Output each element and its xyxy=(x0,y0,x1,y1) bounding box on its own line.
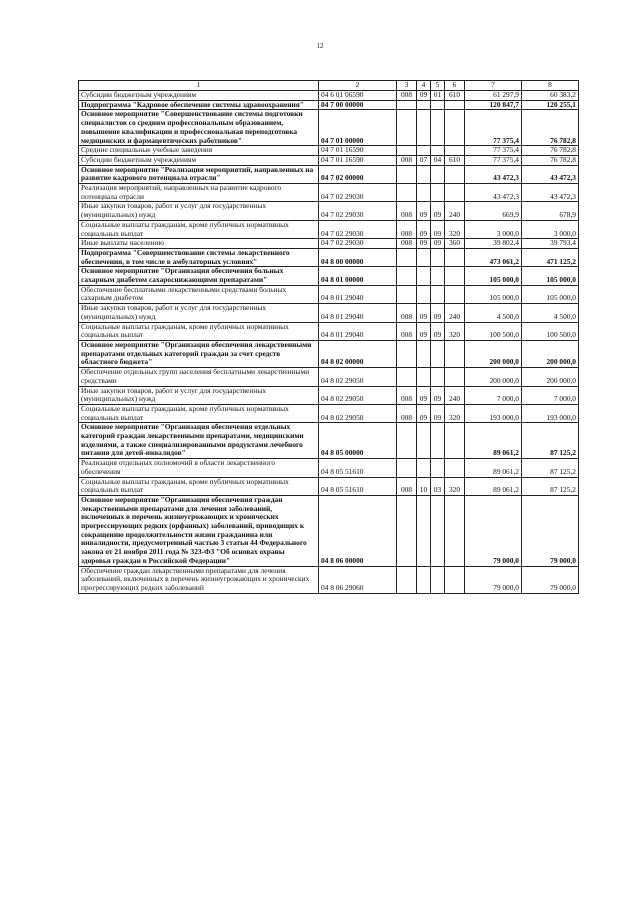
table-row xyxy=(79,386,579,404)
row-subsection xyxy=(431,368,445,386)
row-ministry xyxy=(397,100,417,110)
row-subsection xyxy=(431,165,445,183)
row-code: 04 8 01 29040 xyxy=(319,304,397,322)
row-amount-year-1: 61 297,9 xyxy=(465,91,522,101)
row-expense-type xyxy=(445,423,465,459)
row-amount-year-2: 79 000,0 xyxy=(522,566,579,593)
row-expense-type xyxy=(445,285,465,303)
column-header: 2 xyxy=(319,81,397,91)
column-header: 3 xyxy=(397,81,417,91)
header-row xyxy=(79,81,579,91)
row-subsection xyxy=(431,100,445,110)
row-ministry: 008 xyxy=(397,220,417,238)
row-name: Социальные выплаты гражданам, кроме публичных нормативных социальных выплат xyxy=(79,477,319,495)
row-amount-year-1: 200 000,0 xyxy=(465,368,522,386)
row-expense-type: 610 xyxy=(445,91,465,101)
row-section: 09 xyxy=(417,220,431,238)
table-body xyxy=(79,91,579,594)
row-ministry xyxy=(397,110,417,146)
row-amount-year-2: 100 500,0 xyxy=(522,322,579,340)
table-row xyxy=(79,91,579,101)
row-expense-type xyxy=(445,100,465,110)
table-row xyxy=(79,566,579,593)
table-row xyxy=(79,155,579,165)
row-name: Иные выплаты населению xyxy=(79,239,319,249)
row-amount-year-2: 120 255,1 xyxy=(522,100,579,110)
row-name: Обеспечение отдельных групп населения бесплатными лекарственными средствами xyxy=(79,368,319,386)
table-row xyxy=(79,184,579,202)
row-expense-type: 320 xyxy=(445,404,465,422)
table-row xyxy=(79,423,579,459)
row-code: 04 8 02 29050 xyxy=(319,368,397,386)
row-amount-year-2: 76 782,8 xyxy=(522,110,579,146)
row-expense-type: 320 xyxy=(445,477,465,495)
row-name: Подпрограмма "Кадровое обеспечение системы здравоохранения" xyxy=(79,100,319,110)
row-name: Обеспечение бесплатными лекарственными средствами больных сахарным диабетом xyxy=(79,285,319,303)
table-row xyxy=(79,304,579,322)
row-ministry xyxy=(397,165,417,183)
row-ministry xyxy=(397,248,417,266)
row-ministry: 008 xyxy=(397,202,417,220)
row-expense-type xyxy=(445,495,465,566)
row-subsection: 09 xyxy=(431,386,445,404)
row-section xyxy=(417,285,431,303)
row-ministry xyxy=(397,267,417,285)
row-amount-year-1: 43 472,3 xyxy=(465,165,522,183)
row-name: Субсидии бюджетным учреждениям xyxy=(79,91,319,101)
row-section: 07 xyxy=(417,155,431,165)
row-code: 04 7 02 29030 xyxy=(319,239,397,249)
row-amount-year-1: 7 000,0 xyxy=(465,386,522,404)
row-section xyxy=(417,267,431,285)
row-name: Основное мероприятие "Организация обеспечения граждан лекарственными препаратами для лечения заболеваний, включенных в перечень жизнеугрожающих и хронических прогрессирующих редких (орфанных) заболеваний, приводящих к сокращению продолжительности жизни гражданина или инвалидности, предусмотренный частью 3 статьи 44 Федерального закона от 21 ноября 2011 года № 323-ФЗ "Об основах охраны здоровья граждан в Российской Федерации" xyxy=(79,495,319,566)
row-subsection xyxy=(431,495,445,566)
row-code: 04 8 05 51610 xyxy=(319,477,397,495)
row-section xyxy=(417,423,431,459)
row-ministry xyxy=(397,423,417,459)
row-section: 09 xyxy=(417,239,431,249)
row-name: Иные закупки товаров, работ и услуг для государственных (муниципальных) нужд xyxy=(79,304,319,322)
row-expense-type: 320 xyxy=(445,322,465,340)
row-ministry xyxy=(397,566,417,593)
table-row xyxy=(79,322,579,340)
row-ministry: 008 xyxy=(397,386,417,404)
row-expense-type xyxy=(445,459,465,477)
column-header: 4 xyxy=(417,81,431,91)
row-code: 04 8 06 00000 xyxy=(319,495,397,566)
row-amount-year-1: 77 375,4 xyxy=(465,155,522,165)
row-ministry xyxy=(397,184,417,202)
row-expense-type xyxy=(445,184,465,202)
row-amount-year-2: 43 472,3 xyxy=(522,165,579,183)
row-section xyxy=(417,340,431,367)
row-amount-year-2: 471 125,2 xyxy=(522,248,579,266)
row-code: 04 8 02 00000 xyxy=(319,340,397,367)
row-expense-type xyxy=(445,165,465,183)
row-subsection xyxy=(431,459,445,477)
row-amount-year-2: 105 000,0 xyxy=(522,267,579,285)
row-subsection xyxy=(431,184,445,202)
row-amount-year-2: 7 000,0 xyxy=(522,386,579,404)
table-row xyxy=(79,239,579,249)
row-section: 10 xyxy=(417,477,431,495)
row-code: 04 8 01 29040 xyxy=(319,322,397,340)
row-code: 04 8 00 00000 xyxy=(319,248,397,266)
table-row xyxy=(79,459,579,477)
row-expense-type xyxy=(445,267,465,285)
table-row xyxy=(79,202,579,220)
row-ministry: 008 xyxy=(397,304,417,322)
column-header: 8 xyxy=(522,81,579,91)
row-code: 04 7 02 29030 xyxy=(319,220,397,238)
row-name: Реализация отдельных полномочий в области лекарственного обеспечения xyxy=(79,459,319,477)
row-section: 09 xyxy=(417,404,431,422)
row-expense-type: 360 xyxy=(445,239,465,249)
row-name: Основное мероприятие "Реализация мероприятий, направленных на развитие кадрового потенциала отрасли" xyxy=(79,165,319,183)
row-name: Обеспечение граждан лекарственными препаратами для лечения заболеваний, включенных в перечень жизнеугрожающих и хронических прогрессирующих редких заболеваний xyxy=(79,566,319,593)
row-amount-year-1: 43 472,3 xyxy=(465,184,522,202)
row-code: 04 7 01 16590 xyxy=(319,155,397,165)
table-row xyxy=(79,100,579,110)
row-section: 09 xyxy=(417,202,431,220)
row-ministry xyxy=(397,146,417,156)
row-amount-year-2: 3 000,0 xyxy=(522,220,579,238)
row-amount-year-2: 60 383,2 xyxy=(522,91,579,101)
row-section xyxy=(417,146,431,156)
page-number: 12 xyxy=(316,42,324,50)
row-section xyxy=(417,368,431,386)
row-name: Иные закупки товаров, работ и услуг для государственных (муниципальных) нужд xyxy=(79,202,319,220)
table-row xyxy=(79,404,579,422)
row-subsection: 09 xyxy=(431,304,445,322)
row-amount-year-2: 200 000,0 xyxy=(522,368,579,386)
row-code: 04 7 01 00000 xyxy=(319,110,397,146)
row-amount-year-1: 77 375,4 xyxy=(465,146,522,156)
row-ministry: 008 xyxy=(397,477,417,495)
table-row xyxy=(79,285,579,303)
row-amount-year-1: 89 061,2 xyxy=(465,477,522,495)
table-row xyxy=(79,267,579,285)
row-section xyxy=(417,248,431,266)
row-amount-year-2: 105 000,0 xyxy=(522,285,579,303)
row-code: 04 8 02 29050 xyxy=(319,404,397,422)
row-name: Основное мероприятие "Организация обеспечения больных сахарным диабетом сахароснижающими препаратами" xyxy=(79,267,319,285)
table-row xyxy=(79,146,579,156)
row-expense-type xyxy=(445,340,465,367)
row-code: 04 7 02 29030 xyxy=(319,184,397,202)
row-name: Социальные выплаты гражданам, кроме публичных нормативных социальных выплат xyxy=(79,220,319,238)
row-expense-type xyxy=(445,368,465,386)
row-ministry: 008 xyxy=(397,404,417,422)
row-amount-year-1: 105 000,0 xyxy=(465,285,522,303)
row-subsection xyxy=(431,267,445,285)
row-expense-type: 240 xyxy=(445,386,465,404)
row-expense-type: 320 xyxy=(445,220,465,238)
row-amount-year-1: 39 802,4 xyxy=(465,239,522,249)
row-section xyxy=(417,566,431,593)
row-subsection: 09 xyxy=(431,322,445,340)
row-expense-type xyxy=(445,146,465,156)
row-code: 04 8 01 00000 xyxy=(319,267,397,285)
row-section xyxy=(417,165,431,183)
row-code: 04 8 05 00000 xyxy=(319,423,397,459)
row-amount-year-1: 3 000,0 xyxy=(465,220,522,238)
row-name: Средние специальные учебные заведения xyxy=(79,146,319,156)
row-ministry: 008 xyxy=(397,322,417,340)
row-name: Основное мероприятие "Совершенствование системы подготовки специалистов со средним профессиональным образованием, повышение квалификации и профессиональная переподготовка медицинских и фармацевтических работников" xyxy=(79,110,319,146)
row-code: 04 7 02 00000 xyxy=(319,165,397,183)
row-amount-year-2: 87 125,2 xyxy=(522,459,579,477)
row-section xyxy=(417,100,431,110)
row-amount-year-1: 79 000,0 xyxy=(465,495,522,566)
row-code: 04 7 01 16590 xyxy=(319,146,397,156)
row-amount-year-2: 678,9 xyxy=(522,202,579,220)
row-subsection: 09 xyxy=(431,220,445,238)
column-header: 1 xyxy=(79,81,319,91)
table-row xyxy=(79,110,579,146)
column-header: 5 xyxy=(431,81,445,91)
row-expense-type xyxy=(445,566,465,593)
table-row xyxy=(79,165,579,183)
row-section xyxy=(417,495,431,566)
row-amount-year-1: 100 500,0 xyxy=(465,322,522,340)
table-row xyxy=(79,368,579,386)
row-subsection xyxy=(431,340,445,367)
row-amount-year-1: 200 000,0 xyxy=(465,340,522,367)
row-code: 04 7 00 00000 xyxy=(319,100,397,110)
row-code: 04 8 01 29040 xyxy=(319,285,397,303)
row-name: Субсидии бюджетным учреждениям xyxy=(79,155,319,165)
row-amount-year-1: 4 500,0 xyxy=(465,304,522,322)
row-amount-year-1: 77 375,4 xyxy=(465,110,522,146)
row-ministry xyxy=(397,285,417,303)
row-expense-type xyxy=(445,248,465,266)
row-amount-year-1: 120 847,7 xyxy=(465,100,522,110)
row-section xyxy=(417,110,431,146)
row-ministry xyxy=(397,368,417,386)
row-subsection xyxy=(431,110,445,146)
row-ministry xyxy=(397,340,417,367)
row-amount-year-2: 4 500,0 xyxy=(522,304,579,322)
row-amount-year-1: 473 061,2 xyxy=(465,248,522,266)
table-row xyxy=(79,340,579,367)
table-row xyxy=(79,248,579,266)
row-name: Социальные выплаты гражданам, кроме публичных нормативных социальных выплат xyxy=(79,404,319,422)
row-amount-year-2: 200 000,0 xyxy=(522,340,579,367)
row-amount-year-2: 79 000,0 xyxy=(522,495,579,566)
table-row xyxy=(79,495,579,566)
row-amount-year-1: 105 000,0 xyxy=(465,267,522,285)
row-amount-year-1: 79 000,0 xyxy=(465,566,522,593)
row-ministry xyxy=(397,495,417,566)
table-row xyxy=(79,477,579,495)
row-code: 04 7 02 29030 xyxy=(319,202,397,220)
row-amount-year-1: 89 061,2 xyxy=(465,423,522,459)
row-subsection xyxy=(431,566,445,593)
row-subsection xyxy=(431,423,445,459)
row-subsection: 03 xyxy=(431,477,445,495)
row-ministry: 008 xyxy=(397,91,417,101)
row-subsection xyxy=(431,146,445,156)
row-code: 04 8 05 51610 xyxy=(319,459,397,477)
row-amount-year-1: 669,9 xyxy=(465,202,522,220)
row-ministry: 008 xyxy=(397,239,417,249)
row-section: 09 xyxy=(417,304,431,322)
row-ministry xyxy=(397,459,417,477)
row-amount-year-2: 87 125,2 xyxy=(522,477,579,495)
row-subsection: 04 xyxy=(431,155,445,165)
row-name: Реализация мероприятий, направленных на развитие кадрового потенциала отрасли xyxy=(79,184,319,202)
row-subsection xyxy=(431,285,445,303)
column-header: 6 xyxy=(445,81,465,91)
row-amount-year-2: 39 793,4 xyxy=(522,239,579,249)
table-row xyxy=(79,220,579,238)
row-amount-year-2: 193 000,0 xyxy=(522,404,579,422)
row-amount-year-2: 87 125,2 xyxy=(522,423,579,459)
row-section: 09 xyxy=(417,386,431,404)
row-amount-year-2: 76 782,8 xyxy=(522,146,579,156)
row-name: Иные закупки товаров, работ и услуг для государственных (муниципальных) нужд xyxy=(79,386,319,404)
row-subsection xyxy=(431,248,445,266)
row-name: Подпрограмма "Совершенствование системы лекарственного обеспечения, в том числе в амбулаторных условиях" xyxy=(79,248,319,266)
row-subsection: 09 xyxy=(431,404,445,422)
row-section xyxy=(417,184,431,202)
row-amount-year-2: 76 782,8 xyxy=(522,155,579,165)
row-expense-type xyxy=(445,110,465,146)
row-expense-type: 240 xyxy=(445,304,465,322)
row-name: Социальные выплаты гражданам, кроме публичных нормативных социальных выплат xyxy=(79,322,319,340)
row-subsection: 01 xyxy=(431,91,445,101)
row-name: Основное мероприятие "Организация обеспечения лекарственными препаратами отдельных категорий граждан за счет средств областного бюджета" xyxy=(79,340,319,367)
column-header: 7 xyxy=(465,81,522,91)
budget-table xyxy=(78,80,579,594)
row-section xyxy=(417,459,431,477)
row-code: 04 8 02 29050 xyxy=(319,386,397,404)
row-subsection: 09 xyxy=(431,239,445,249)
row-name: Основное мероприятие "Организация обеспечения отдельных категорий граждан лекарственными препаратами, медицинскими изделиями, а также специализированными продуктами лечебного питания для детей-инвалидов" xyxy=(79,423,319,459)
row-code: 04 6 01 06590 xyxy=(319,91,397,101)
row-section: 09 xyxy=(417,322,431,340)
row-amount-year-1: 193 000,0 xyxy=(465,404,522,422)
row-section: 09 xyxy=(417,91,431,101)
row-ministry: 008 xyxy=(397,155,417,165)
row-subsection: 09 xyxy=(431,202,445,220)
row-expense-type: 240 xyxy=(445,202,465,220)
row-amount-year-2: 43 472,3 xyxy=(522,184,579,202)
row-expense-type: 610 xyxy=(445,155,465,165)
row-code: 04 8 06 29060 xyxy=(319,566,397,593)
row-amount-year-1: 89 061,2 xyxy=(465,459,522,477)
